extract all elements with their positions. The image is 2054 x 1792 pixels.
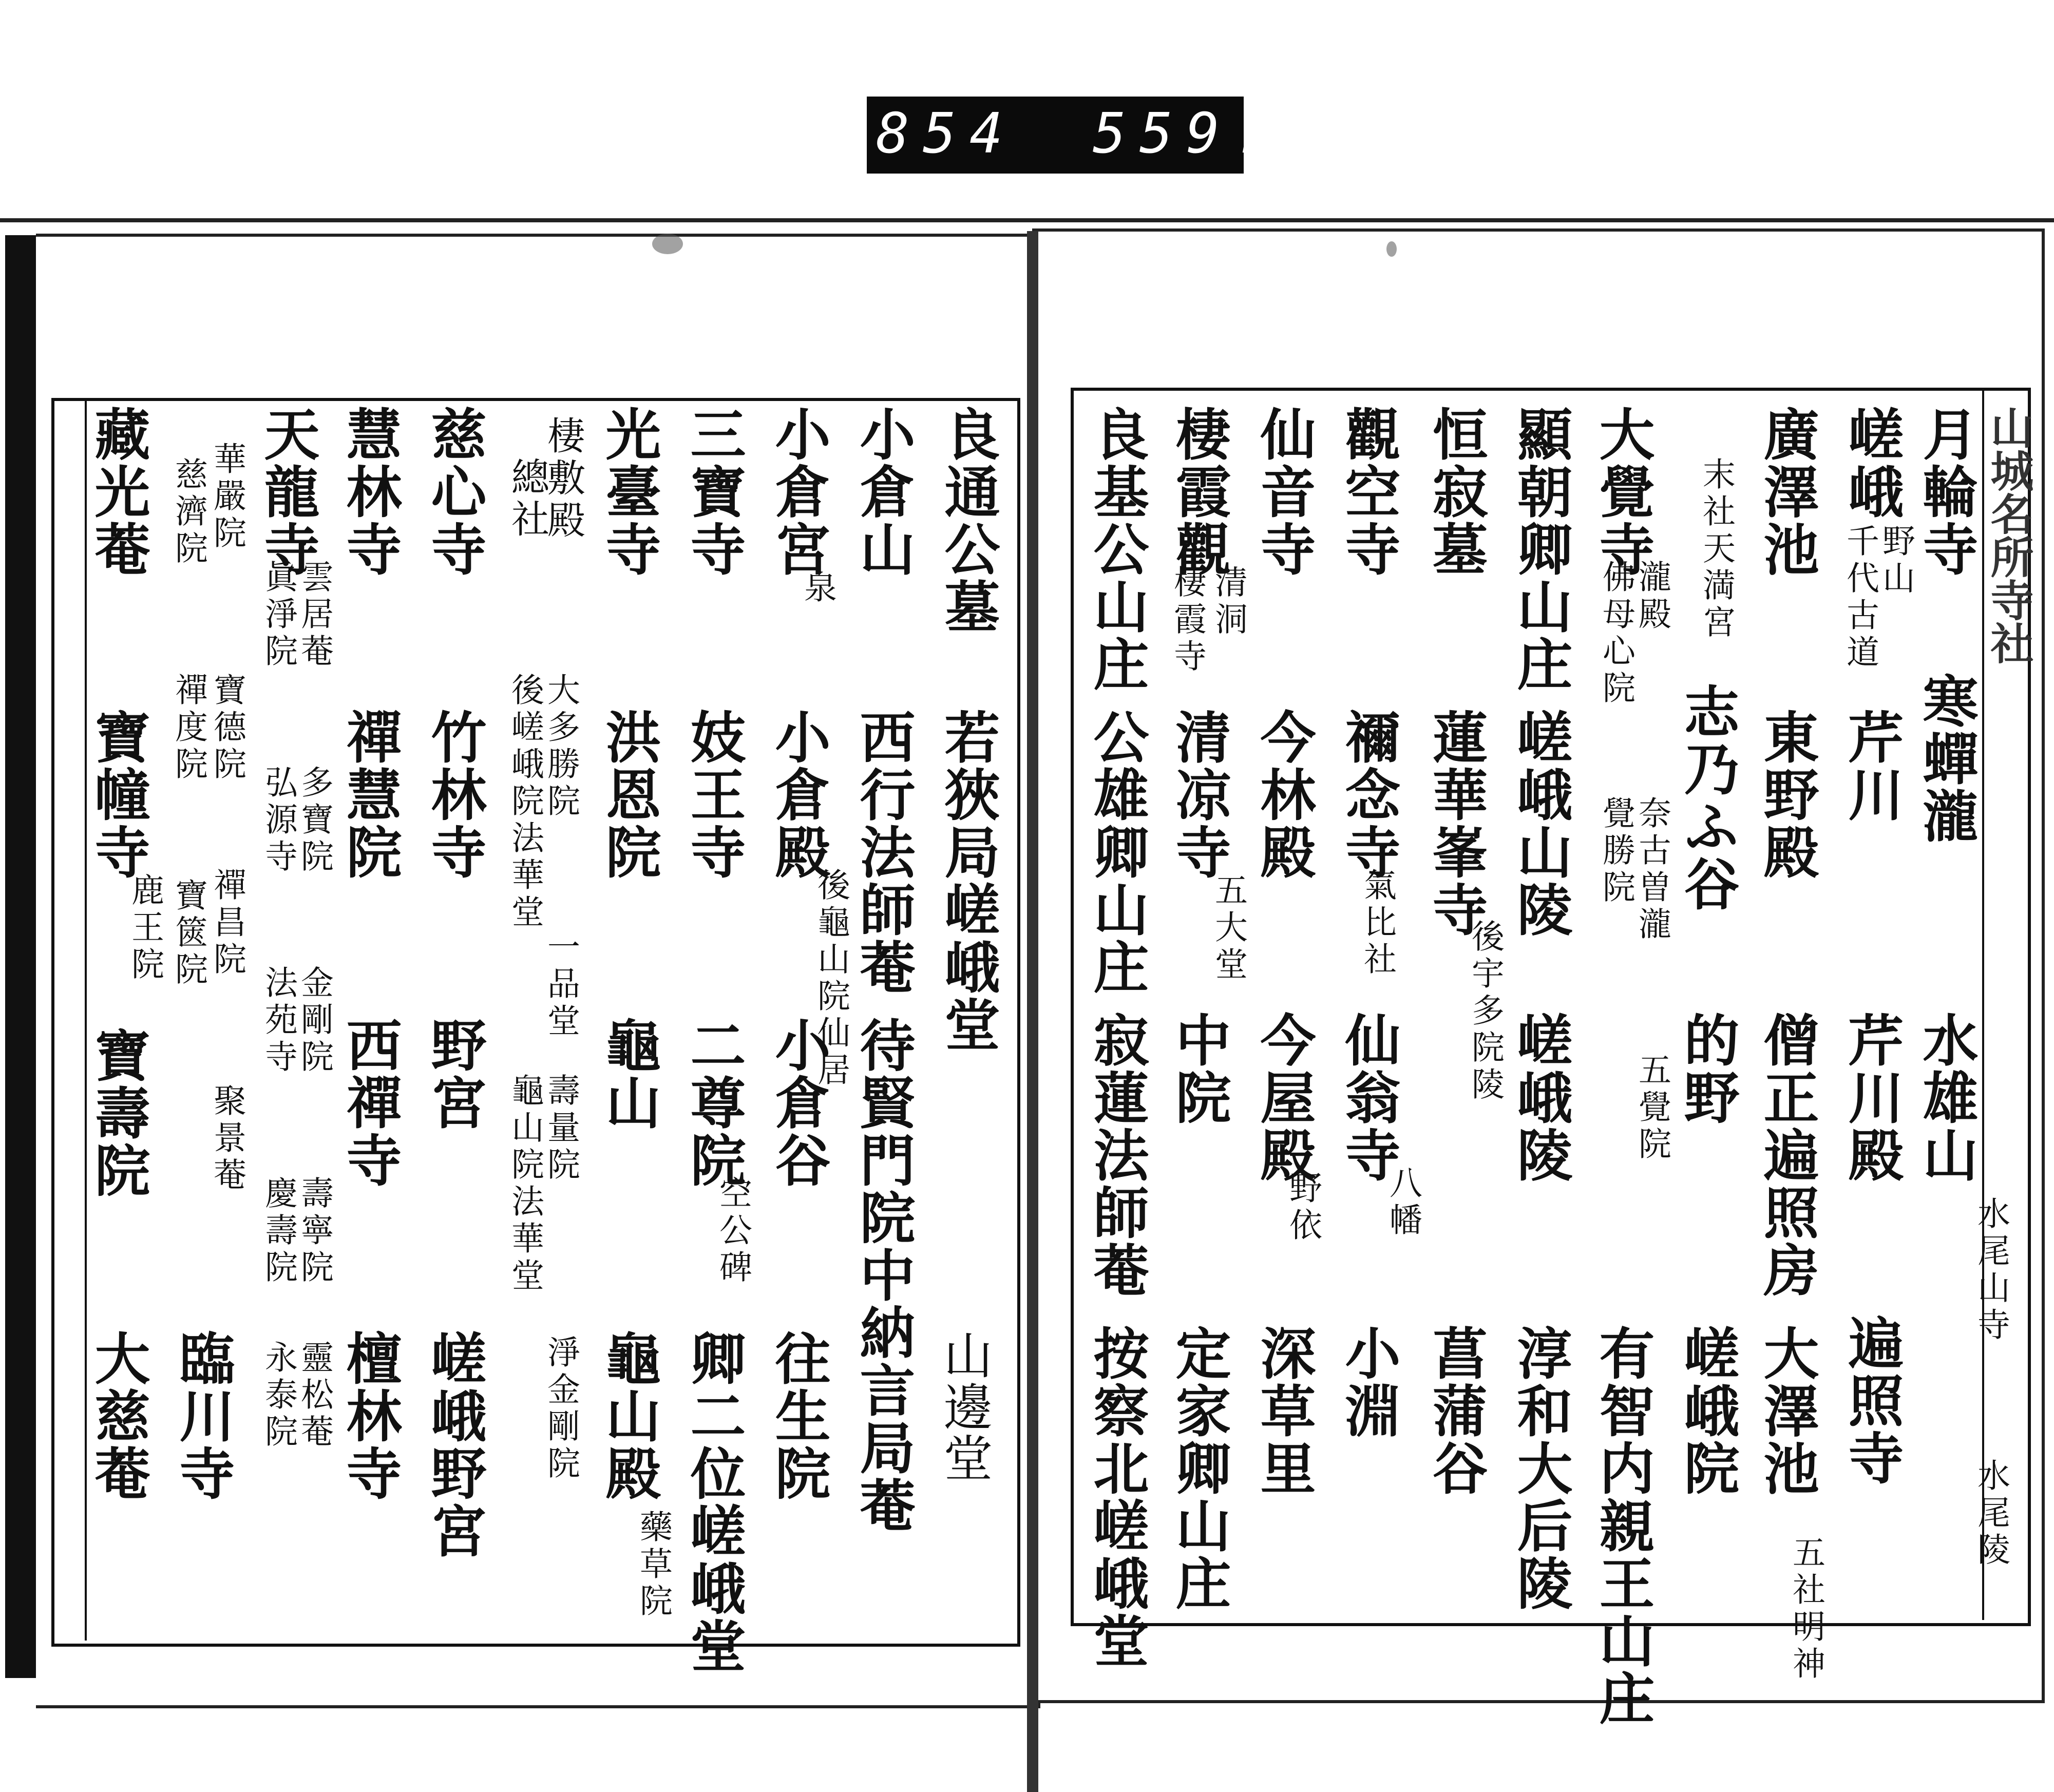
page-top-edge bbox=[0, 218, 2054, 222]
entry-main: 檀林寺 bbox=[337, 1330, 402, 1502]
book-gutter bbox=[1027, 231, 1038, 1792]
entry-main: 寂蓮法師菴 bbox=[1084, 1012, 1149, 1299]
entry-note: 野依 bbox=[1284, 1171, 1322, 1245]
entry-note: 聚景菴 bbox=[208, 1083, 246, 1194]
entry-main: 小倉谷 bbox=[766, 1017, 830, 1189]
entry-note: 眞淨院 bbox=[259, 560, 297, 671]
entry-note: 佛母心院 bbox=[1597, 560, 1635, 708]
entry-main: 棲霞觀 bbox=[1166, 406, 1231, 578]
entry-note: 雲居菴 bbox=[295, 560, 333, 671]
label-left-number: 854 bbox=[876, 102, 1017, 166]
entry-note: 壽量院 bbox=[542, 1073, 580, 1184]
entry-main: 野宮 bbox=[422, 1017, 486, 1132]
entry-note: 華嚴院 bbox=[208, 442, 246, 552]
entry-note: 後宇多院陵 bbox=[1466, 919, 1504, 1104]
entry-main: 山邊堂 bbox=[936, 1330, 993, 1484]
entry-note: 淨金剛院 bbox=[542, 1335, 580, 1483]
entry-note: 禪昌院 bbox=[208, 868, 246, 979]
entry-note: 永泰院 bbox=[259, 1340, 297, 1451]
entry-main: 仙音寺 bbox=[1251, 406, 1316, 578]
entry-main: 嵯峨野宮 bbox=[422, 1330, 486, 1560]
entry-main: 龜山 bbox=[596, 1017, 661, 1132]
entry-main: 深草里 bbox=[1251, 1325, 1316, 1497]
entry-main: 西禪寺 bbox=[337, 1017, 402, 1189]
entry-note: 棲霞寺 bbox=[1168, 565, 1206, 676]
entry-main: 良通公墓 bbox=[935, 406, 1000, 636]
entry-main: 廣澤池 bbox=[1754, 406, 1819, 578]
entry-main: 龜山殿 bbox=[596, 1330, 661, 1502]
entry-note: 寶德院 bbox=[208, 673, 246, 784]
entry-note: 野山 bbox=[1877, 524, 1915, 598]
label-right-number: 559. bbox=[1093, 102, 1280, 166]
entry-main: 定家卿山庄 bbox=[1166, 1325, 1231, 1612]
entry-main: 妓王寺 bbox=[681, 709, 746, 881]
entry-note: 五覺院 bbox=[1633, 1053, 1671, 1164]
entry-main: 芹川 bbox=[1839, 709, 1904, 824]
entry-main: 嵯峨 bbox=[1839, 406, 1904, 521]
archive-label bbox=[867, 97, 1280, 174]
entry-note: 壽寧院 bbox=[295, 1176, 333, 1287]
entry-note: 清洞 bbox=[1209, 565, 1247, 639]
entry-main: 慧林寺 bbox=[337, 406, 402, 578]
entry-main: 小倉殿 bbox=[766, 709, 830, 881]
entry-main: 待賢門院中納言局菴 bbox=[850, 1017, 915, 1534]
entry-main: 水雄山 bbox=[1913, 1012, 1978, 1184]
entry-main: 今林殿 bbox=[1251, 709, 1316, 881]
entry-main: 臨川寺 bbox=[170, 1330, 235, 1502]
entry-note: 末社天満宮 bbox=[1697, 457, 1735, 642]
entry-main: 西行法師菴 bbox=[850, 709, 915, 996]
entry-note: 瀧殿 bbox=[1633, 560, 1671, 634]
entry-main: 小倉宮 bbox=[766, 406, 830, 578]
entry-note: 慈濟院 bbox=[169, 457, 207, 568]
entry-main: 有智内親王山庄 bbox=[1590, 1325, 1654, 1727]
entry-main: 今屋殿 bbox=[1251, 1012, 1316, 1184]
entry-main: 三寶寺 bbox=[681, 406, 746, 578]
entry-main: 小淵 bbox=[1336, 1325, 1400, 1440]
entry-note: 水尾陵 bbox=[1972, 1458, 2010, 1569]
entry-main: 禰念寺 bbox=[1336, 709, 1400, 881]
entry-note: 金剛院 bbox=[295, 965, 333, 1076]
entry-main: 遍照寺 bbox=[1839, 1314, 1904, 1487]
entry-main: 若狹局嵯峨堂 bbox=[935, 709, 1000, 1054]
entry-note: 泉 bbox=[798, 570, 836, 607]
entry-main: 觀空寺 bbox=[1336, 406, 1400, 578]
entry-main: 慈心寺 bbox=[422, 406, 486, 578]
entry-main: 藏光菴 bbox=[85, 406, 150, 578]
entry-main: 大澤池 bbox=[1754, 1325, 1819, 1497]
entry-main: 大慈菴 bbox=[85, 1330, 150, 1502]
entry-note: 五大堂 bbox=[1209, 873, 1247, 984]
ink-smudge bbox=[652, 234, 683, 254]
entry-main: 恒寂墓 bbox=[1423, 406, 1488, 578]
entry-main: 僧正遍照房 bbox=[1754, 1012, 1819, 1299]
entry-note: 後龜山院仙居 bbox=[812, 868, 850, 1090]
entry-main: 蓮華峯寺 bbox=[1423, 709, 1488, 939]
entry-main: 天龍寺 bbox=[255, 406, 319, 578]
entry-note: 一品堂 bbox=[542, 929, 580, 1040]
entry-main: 寒蟬瀧 bbox=[1913, 673, 1978, 845]
entry-main: 公雄卿山庄 bbox=[1084, 709, 1149, 996]
entry-main: 良基公山庄 bbox=[1084, 406, 1149, 693]
entry-main: 寶幢寺 bbox=[85, 709, 150, 881]
entry-main: 清凉寺 bbox=[1166, 709, 1231, 881]
entry-main: 光臺寺 bbox=[596, 406, 661, 578]
entry-note: 水尾山寺 bbox=[1972, 1196, 2010, 1344]
page-header: 山城名所寺社 bbox=[1984, 406, 2034, 664]
entry-main: 芹川殿 bbox=[1839, 1012, 1904, 1184]
entry-main: 寶壽院 bbox=[85, 1027, 150, 1199]
entry-note: 氣比社 bbox=[1358, 868, 1396, 979]
entry-main: 淳和大后陵 bbox=[1508, 1325, 1572, 1612]
entry-note: 總社 bbox=[505, 457, 549, 541]
entry-main: 顯朝卿山庄 bbox=[1508, 406, 1572, 693]
entry-note: 棲敷殿 bbox=[541, 416, 585, 542]
entry-main: 禪慧院 bbox=[337, 709, 402, 881]
entry-main: 小倉山 bbox=[850, 406, 915, 578]
entry-main: 竹林寺 bbox=[422, 709, 486, 881]
entry-main: 大覺寺 bbox=[1590, 406, 1654, 578]
entry-note: 慶壽院 bbox=[259, 1176, 297, 1287]
entry-note: 龜山院法華堂 bbox=[506, 1073, 544, 1295]
ink-smudge bbox=[1386, 241, 1397, 257]
entry-note: 靈松菴 bbox=[295, 1340, 333, 1451]
entry-main: 的野 bbox=[1675, 1012, 1739, 1127]
entry-note: 千代古道 bbox=[1841, 524, 1879, 672]
entry-main: 志乃ふ谷 bbox=[1675, 683, 1739, 913]
entry-main: 嵯峨院 bbox=[1675, 1325, 1739, 1497]
entry-note: 藥草院 bbox=[634, 1510, 672, 1621]
entry-note: 鹿王院 bbox=[126, 873, 164, 984]
entry-note: 法苑寺 bbox=[259, 965, 297, 1076]
entry-note: 多寶院 bbox=[295, 765, 333, 876]
entry-note: 禪度院 bbox=[169, 673, 207, 784]
entry-note: 寶篋院 bbox=[169, 878, 207, 989]
entry-main: 仙翁寺 bbox=[1336, 1012, 1400, 1184]
entry-main: 二尊院 bbox=[681, 1017, 746, 1189]
entry-note: 奈古曽瀧 bbox=[1633, 796, 1671, 944]
entry-note: 八幡 bbox=[1384, 1166, 1422, 1240]
entry-note: 後嵯峨院法華堂 bbox=[506, 673, 544, 931]
entry-main: 嵯峨山陵 bbox=[1508, 709, 1572, 939]
entry-main: 東野殿 bbox=[1754, 709, 1819, 881]
entry-note: 大多勝院 bbox=[542, 673, 580, 821]
entry-main: 往生院 bbox=[766, 1330, 830, 1502]
entry-note: 五社明神 bbox=[1787, 1535, 1825, 1683]
entry-main: 按察北嵯峨堂 bbox=[1084, 1325, 1149, 1670]
entry-main: 中院 bbox=[1166, 1012, 1231, 1127]
entry-main: 嵯峨陵 bbox=[1508, 1012, 1572, 1184]
entry-main: 菖蒲谷 bbox=[1423, 1325, 1488, 1497]
entry-main: 卿二位嵯峨堂 bbox=[681, 1330, 746, 1675]
entry-note: 覺勝院 bbox=[1597, 796, 1635, 907]
entry-note: 弘源寺 bbox=[259, 765, 297, 876]
entry-note: 空公碑 bbox=[714, 1176, 752, 1287]
entry-main: 月輪寺 bbox=[1913, 406, 1978, 578]
entry-main: 洪恩院 bbox=[596, 709, 661, 881]
